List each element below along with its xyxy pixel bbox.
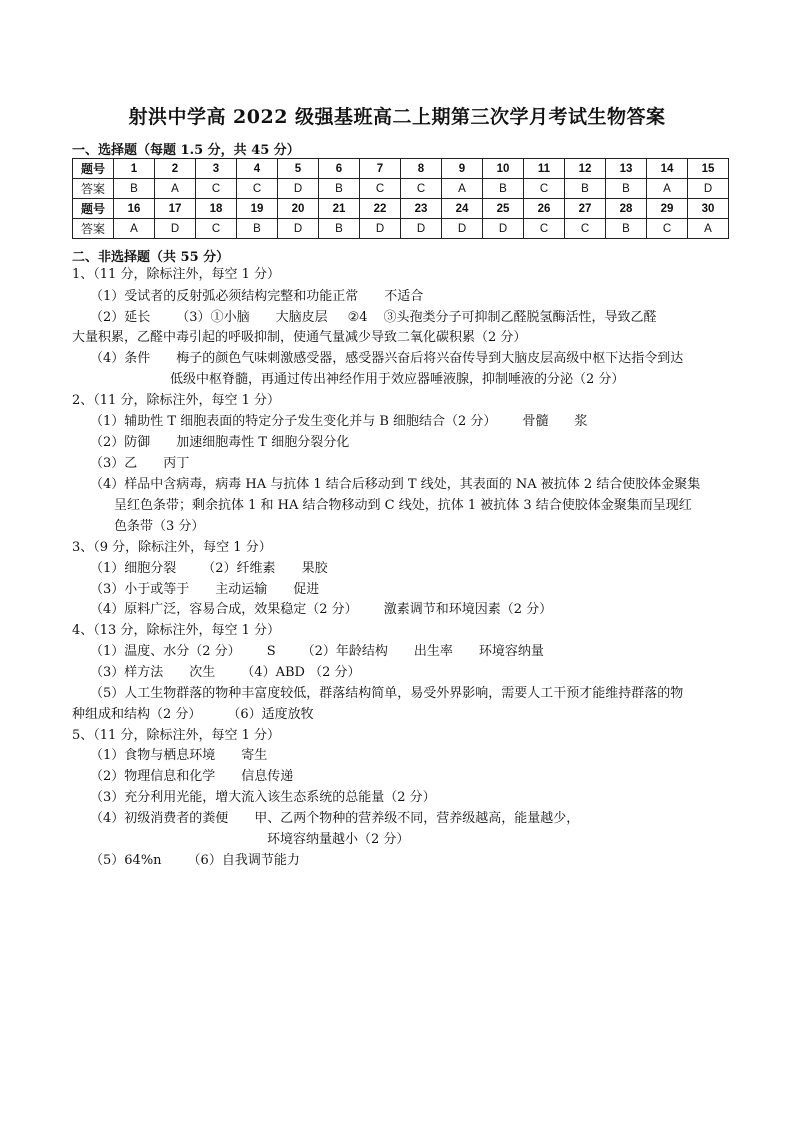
answer-cell: B bbox=[319, 219, 360, 239]
answer-text: （1）温度、水分（2 分） bbox=[90, 644, 241, 659]
question-number-cell: 23 bbox=[401, 199, 442, 219]
question-number-cell: 27 bbox=[565, 199, 606, 219]
answer-cell: A bbox=[442, 179, 483, 199]
answer-text: （1）食物与栖息环境 bbox=[90, 748, 216, 763]
table-row-answers-1 bbox=[73, 179, 729, 199]
question-number-cell: 6 bbox=[319, 159, 360, 179]
answer-text: （2）年龄结构 bbox=[301, 644, 388, 659]
question-number-cell: 24 bbox=[442, 199, 483, 219]
q2-line-2 bbox=[90, 434, 349, 452]
answer-cell: C bbox=[647, 219, 688, 239]
question-number-cell: 11 bbox=[524, 159, 565, 179]
answer-text: S bbox=[266, 644, 276, 659]
answer-cell: B bbox=[237, 219, 278, 239]
question-number-cell: 16 bbox=[114, 199, 155, 219]
answer-text: （2）延长 bbox=[90, 310, 151, 325]
q4-line-4 bbox=[72, 706, 314, 724]
row-label: 题号 bbox=[73, 199, 114, 219]
answer-cell: D bbox=[155, 219, 196, 239]
q2-heading: 2、（11 分，除标注外，每空 1 分） bbox=[72, 393, 280, 408]
q1-line-1 bbox=[90, 288, 423, 306]
question-number-cell: 28 bbox=[606, 199, 647, 219]
section-heading-nonchoice: 二、非选择题（共 55 分） bbox=[72, 250, 230, 265]
answer-text: （1）细胞分裂 bbox=[90, 561, 177, 576]
question-number-cell: 10 bbox=[483, 159, 524, 179]
answer-text: 丙丁 bbox=[163, 456, 190, 471]
q5-line-6 bbox=[90, 852, 300, 870]
answer-text: 骨髓 bbox=[522, 414, 549, 429]
question-number-cell: 14 bbox=[647, 159, 688, 179]
question-number-cell: 7 bbox=[360, 159, 401, 179]
section-heading-choice: 一、选择题（每题 1.5 分，共 45 分） bbox=[72, 143, 300, 158]
answer-text: （4）条件 bbox=[90, 351, 151, 366]
answer-cell: A bbox=[114, 219, 155, 239]
answer-cell: D bbox=[401, 219, 442, 239]
question-number-cell: 17 bbox=[155, 199, 196, 219]
answer-cell: A bbox=[647, 179, 688, 199]
question-number-cell: 1 bbox=[114, 159, 155, 179]
page-title: 射洪中学高 2022 级强基班高二上期第三次学月考试生物答案 bbox=[128, 106, 666, 128]
answer-cell: C bbox=[196, 219, 237, 239]
q1-line-2 bbox=[90, 309, 657, 327]
answer-text: （3）样方法 bbox=[90, 665, 164, 680]
answer-text: （1）受试者的反射弧必须结构完整和功能正常 bbox=[90, 289, 359, 304]
question-number-cell: 30 bbox=[688, 199, 729, 219]
answer-table bbox=[72, 158, 729, 239]
answer-cell: C bbox=[237, 179, 278, 199]
answer-text: （6）适度放牧 bbox=[227, 707, 314, 722]
question-number-cell: 22 bbox=[360, 199, 401, 219]
question-number-cell: 25 bbox=[483, 199, 524, 219]
q3-line-2 bbox=[90, 581, 319, 599]
answer-text: 梅子的颜色气味刺激感受器，感受器兴奋后将兴奋传导到大脑皮层高级中枢下达指令到达 bbox=[176, 351, 684, 366]
question-number-cell: 26 bbox=[524, 199, 565, 219]
q5-line-3: （3）充分利用光能，增大流入该生态系统的总能量（2 分） bbox=[90, 790, 436, 805]
answer-text: 出生率 bbox=[413, 644, 453, 659]
question-number-cell: 29 bbox=[647, 199, 688, 219]
answer-text: （4）初级消费者的粪便 bbox=[90, 811, 229, 826]
q3-line-1 bbox=[90, 560, 328, 578]
question-number-cell: 8 bbox=[401, 159, 442, 179]
q3-heading: 3、（9 分，除标注外，每空 1 分） bbox=[72, 540, 272, 555]
question-number-cell: 2 bbox=[155, 159, 196, 179]
answer-cell: B bbox=[483, 179, 524, 199]
q4-line-3: （5）人工生物群落的物种丰富度较低，群落结构简单，易受外界影响，需要人工干预才能维持群落的物 bbox=[90, 686, 684, 701]
q3-line-3 bbox=[90, 601, 552, 619]
answer-text: （5）64%n bbox=[90, 853, 162, 868]
row-label: 答案 bbox=[73, 179, 114, 199]
answer-cell: C bbox=[401, 179, 442, 199]
q5-heading: 5、（11 分，除标注外，每空 1 分） bbox=[72, 728, 280, 743]
answer-cell: D bbox=[442, 219, 483, 239]
question-number-cell: 5 bbox=[278, 159, 319, 179]
answer-cell: C bbox=[524, 219, 565, 239]
q4-line-1 bbox=[90, 643, 544, 661]
answer-text: 信息传递 bbox=[241, 769, 294, 784]
q4-heading: 4、（13 分，除标注外，每空 1 分） bbox=[72, 623, 280, 638]
answer-text: 甲、乙两个物种的营养级不同，营养级越高，能量越少， bbox=[254, 811, 580, 826]
answer-cell: D bbox=[360, 219, 401, 239]
q2-line-3 bbox=[90, 455, 189, 473]
answer-text: 促进 bbox=[293, 582, 320, 597]
question-number-cell: 20 bbox=[278, 199, 319, 219]
question-number-cell: 3 bbox=[196, 159, 237, 179]
answer-text: （3）乙 bbox=[90, 456, 138, 471]
answer-cell: B bbox=[606, 179, 647, 199]
answer-cell: B bbox=[565, 179, 606, 199]
answer-text: （2）纤维素 bbox=[202, 561, 276, 576]
answer-cell: B bbox=[319, 179, 360, 199]
question-number-cell: 21 bbox=[319, 199, 360, 219]
answer-text: 果胶 bbox=[301, 561, 328, 576]
answer-cell: A bbox=[155, 179, 196, 199]
answer-text: ①小脑 bbox=[210, 310, 250, 325]
question-number-cell: 19 bbox=[237, 199, 278, 219]
answer-text: （2）防御 bbox=[90, 435, 151, 450]
question-number-cell: 9 bbox=[442, 159, 483, 179]
q2-line-1 bbox=[90, 413, 587, 431]
answer-text: 寄生 bbox=[241, 748, 268, 763]
table-row-numbers-2 bbox=[73, 199, 729, 219]
answer-text: （1）辅助性 T 细胞表面的特定分子发生变化并与 B 细胞结合（2 分） bbox=[90, 414, 497, 429]
answer-text: 激素调节和环境因素（2 分） bbox=[383, 602, 553, 617]
question-number-cell: 12 bbox=[565, 159, 606, 179]
q1-line-5: 低级中枢脊髓，再通过传出神经作用于效应器唾液腺，抑制唾液的分泌（2 分） bbox=[170, 372, 625, 387]
q2-line-5: 呈红色条带；剩余抗体 1 和 HA 结合物移动到 C 线处，抗体 1 被抗体 3 结合使胶体金聚集而呈现红 bbox=[114, 498, 692, 513]
question-number-cell: 15 bbox=[688, 159, 729, 179]
answer-cell: C bbox=[524, 179, 565, 199]
row-label: 答案 bbox=[73, 219, 114, 239]
q5-line-1 bbox=[90, 747, 267, 765]
q2-line-4: （4）样品中含病毒，病毒 HA 与抗体 1 结合后移动到 T 线处，其表面的 NA 被抗体 2 结合使胶体金聚集 bbox=[90, 477, 701, 492]
q5-line-4 bbox=[90, 810, 579, 828]
answer-text: （3） bbox=[176, 310, 211, 325]
answer-text: ②4 bbox=[347, 310, 368, 325]
answer-text: （6）自我调节能力 bbox=[187, 853, 300, 868]
answer-text: 大脑皮层 bbox=[275, 310, 328, 325]
answer-text: 次生 bbox=[189, 665, 216, 680]
answer-cell: C bbox=[565, 219, 606, 239]
answer-text: （4）原料广泛，容易合成，效果稳定（2 分） bbox=[90, 602, 358, 617]
answer-cell: D bbox=[688, 179, 729, 199]
table-row-answers-2 bbox=[73, 219, 729, 239]
row-label: 题号 bbox=[73, 159, 114, 179]
table-row-numbers-1 bbox=[73, 159, 729, 179]
answer-cell: C bbox=[196, 179, 237, 199]
question-number-cell: 13 bbox=[606, 159, 647, 179]
q1-heading: 1、（11 分，除标注外，每空 1 分） bbox=[72, 267, 280, 282]
answer-cell: B bbox=[606, 219, 647, 239]
answer-cell: D bbox=[483, 219, 524, 239]
answer-text: 加速细胞毒性 T 细胞分裂分化 bbox=[176, 435, 350, 450]
answer-text: 种组成和结构（2 分） bbox=[72, 707, 202, 722]
q1-line-4 bbox=[90, 350, 683, 368]
question-number-cell: 18 bbox=[196, 199, 237, 219]
answer-text: 环境容纳量 bbox=[478, 644, 544, 659]
answer-text: 不适合 bbox=[384, 289, 424, 304]
answer-text: 主动运输 bbox=[215, 582, 268, 597]
answer-text: 浆 bbox=[574, 414, 588, 429]
answer-cell: D bbox=[278, 179, 319, 199]
answer-text: （3）小于或等于 bbox=[90, 582, 190, 597]
q2-line-6: 色条带（3 分） bbox=[114, 519, 205, 534]
answer-text: （4）ABD （2 分） bbox=[241, 665, 361, 680]
answer-cell: A bbox=[688, 219, 729, 239]
answer-text: ③头孢类分子可抑制乙醛脱氢酶活性，导致乙醛 bbox=[383, 310, 657, 325]
q5-line-5: 环境容纳量越小（2 分） bbox=[267, 832, 410, 847]
question-number-cell: 4 bbox=[237, 159, 278, 179]
answer-text: （2）物理信息和化学 bbox=[90, 769, 216, 784]
q4-line-2 bbox=[90, 664, 360, 682]
q1-line-3: 大量积累，乙醛中毒引起的呼吸抑制，使通气量减少导致二氧化碳积累（2 分） bbox=[72, 330, 527, 345]
answer-cell: C bbox=[360, 179, 401, 199]
answer-cell: D bbox=[278, 219, 319, 239]
answer-cell: B bbox=[114, 179, 155, 199]
q5-line-2 bbox=[90, 768, 293, 786]
